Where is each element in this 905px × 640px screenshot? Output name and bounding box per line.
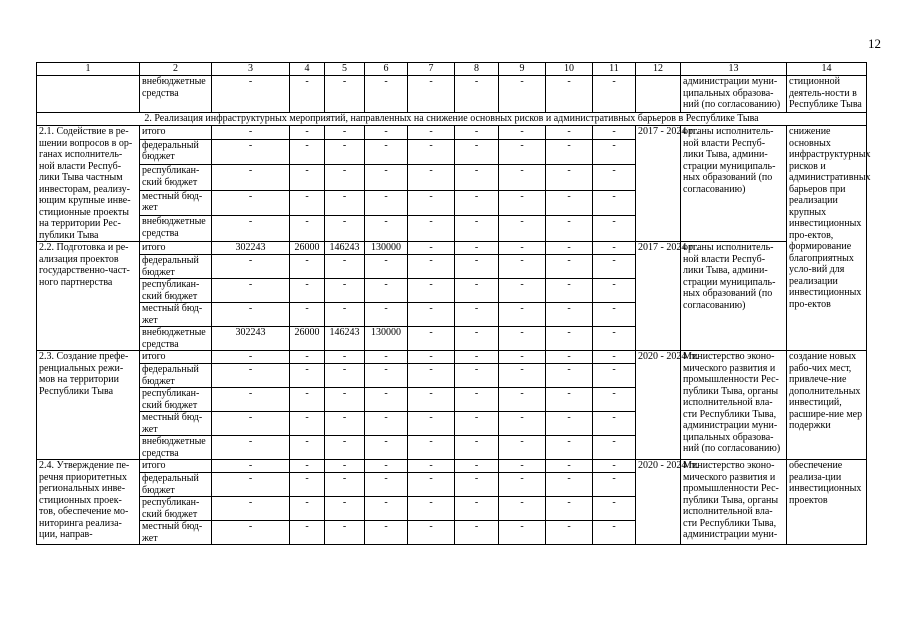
funding-value: -	[365, 460, 408, 473]
funding-value: -	[455, 412, 499, 436]
funding-value: -	[408, 436, 455, 460]
cont-title-cell	[37, 76, 140, 113]
funding-source: итого	[140, 242, 212, 255]
funding-value: -	[455, 497, 499, 521]
funding-value: -	[290, 521, 325, 545]
funding-value: -	[325, 279, 365, 303]
funding-value: -	[325, 351, 365, 364]
funding-value: -	[408, 139, 455, 165]
funding-value: -	[499, 126, 546, 140]
funding-value: -	[546, 460, 593, 473]
funding-value: -	[290, 139, 325, 165]
funding-value: -	[546, 473, 593, 497]
implementation-term: 2020 - 2024 гг.	[636, 351, 681, 460]
funding-source: местный бюд-жет	[140, 303, 212, 327]
funding-value: -	[455, 139, 499, 165]
funding-value: -	[408, 521, 455, 545]
funding-value: -	[499, 436, 546, 460]
funding-value: -	[290, 255, 325, 279]
funding-value: -	[593, 165, 636, 191]
funding-value: -	[593, 521, 636, 545]
implementation-term: 2017 - 2024 гг.	[636, 126, 681, 242]
funding-value: -	[408, 279, 455, 303]
funding-value: -	[408, 460, 455, 473]
funding-value: -	[546, 364, 593, 388]
funding-value: -	[290, 279, 325, 303]
funding-value: -	[290, 460, 325, 473]
funding-value: -	[290, 436, 325, 460]
funding-value: -	[212, 190, 290, 216]
funding-value: -	[499, 139, 546, 165]
col-num-4: 4	[290, 63, 325, 76]
col-num-9: 9	[499, 63, 546, 76]
measure-title: 2.2. Подготовка и ре-ализация проектов государственно-част-ного партнерства	[37, 242, 140, 351]
funding-value: -	[546, 279, 593, 303]
funding-value: -	[290, 364, 325, 388]
funding-value: -	[593, 139, 636, 165]
funding-value: -	[546, 303, 593, 327]
funding-value: -	[290, 388, 325, 412]
measure-row	[37, 242, 867, 255]
funding-value: -	[365, 436, 408, 460]
funding-value: -	[499, 460, 546, 473]
funding-value: -	[499, 279, 546, 303]
funding-value: -	[212, 165, 290, 191]
funding-source: республикан-ский бюджет	[140, 165, 212, 191]
expected-result: снижение основных инфраструктурных рисков и административных барьеров при реализации крупных инвестиционных про-ектов, формирование благоприятных усло-вий для реализации инвестиционных про-ектов	[787, 126, 867, 351]
funding-value: -	[212, 497, 290, 521]
cont-value: -	[546, 76, 593, 113]
col-num-10: 10	[546, 63, 593, 76]
funding-value: -	[499, 412, 546, 436]
funding-value: -	[325, 190, 365, 216]
funding-value: -	[408, 412, 455, 436]
measure-title: 2.1. Содействие в ре-шении вопросов в ор-ганах исполнитель-ной власти Респуб-лики Тыва частным инвесторам, реализу-ющим крупные инве-стиционные проекты на территории Рес-публики Тыва	[37, 126, 140, 242]
funding-source: местный бюд-жет	[140, 521, 212, 545]
funding-value: -	[365, 497, 408, 521]
funding-value: -	[499, 165, 546, 191]
funding-value: -	[365, 473, 408, 497]
funding-value: -	[212, 473, 290, 497]
funding-value: -	[325, 216, 365, 242]
funding-value: -	[593, 126, 636, 140]
funding-value: -	[455, 460, 499, 473]
funding-value: -	[455, 473, 499, 497]
funding-value: -	[499, 473, 546, 497]
funding-value: -	[593, 388, 636, 412]
measure-row	[37, 460, 867, 473]
funding-value: -	[593, 303, 636, 327]
funding-value: -	[290, 126, 325, 140]
funding-value: -	[499, 351, 546, 364]
cont-result: стиционной деятель-ности в Республике Тыва	[787, 76, 867, 113]
responsible-executor: органы исполнитель-ной власти Респуб-лики Тыва, админи-страции муниципаль-ных образований (по согласованию)	[681, 242, 787, 351]
col-num-7: 7	[408, 63, 455, 76]
funding-value: -	[325, 388, 365, 412]
funding-value: -	[290, 473, 325, 497]
responsible-executor: Министерство эконо-мического развития и промышленности Рес-публики Тыва, органы исполнительной вла-сти Республики Тыва, администрации муни-	[681, 460, 787, 545]
funding-value: -	[499, 216, 546, 242]
page-number: 12	[868, 36, 881, 51]
col-num-2: 2	[140, 63, 212, 76]
funding-value: -	[546, 436, 593, 460]
cont-executor: администрации муни-ципальных образова-ний (по согласованию)	[681, 76, 787, 113]
funding-value: -	[365, 139, 408, 165]
funding-value: -	[325, 364, 365, 388]
funding-value: -	[593, 473, 636, 497]
cont-value: -	[499, 76, 546, 113]
funding-value: -	[593, 255, 636, 279]
continuation-row	[37, 76, 867, 113]
expected-result: создание новых рабо-чих мест, привлече-ние дополнительных инвестиций, расшире-ние мер подержки	[787, 351, 867, 460]
funding-value: -	[408, 242, 455, 255]
funding-value: -	[499, 303, 546, 327]
funding-value: -	[290, 165, 325, 191]
funding-value: -	[546, 388, 593, 412]
funding-value: -	[593, 327, 636, 351]
funding-value: -	[365, 521, 408, 545]
funding-value: -	[325, 165, 365, 191]
funding-value: -	[546, 190, 593, 216]
measure-title: 2.4. Утверждение пе-речня приоритетных региональных инве-стиционных проек-тов, обеспечение мо-ниторинга реализа-ции, направ-	[37, 460, 140, 545]
funding-value: -	[546, 165, 593, 191]
funding-value: -	[408, 216, 455, 242]
col-num-11: 11	[593, 63, 636, 76]
measures-table	[36, 62, 871, 545]
funding-source: федеральный бюджет	[140, 255, 212, 279]
funding-value: -	[593, 497, 636, 521]
funding-value: -	[325, 126, 365, 140]
funding-value: -	[455, 216, 499, 242]
funding-value: -	[365, 388, 408, 412]
funding-value: -	[593, 364, 636, 388]
measure-title: 2.3. Создание префе-ренциальных режи-мов на территории Республики Тыва	[37, 351, 140, 460]
funding-value: -	[593, 216, 636, 242]
funding-value: 146243	[325, 327, 365, 351]
funding-value: -	[455, 351, 499, 364]
col-num-14: 14	[787, 63, 867, 76]
funding-value: -	[593, 351, 636, 364]
funding-value: -	[546, 351, 593, 364]
funding-source: федеральный бюджет	[140, 364, 212, 388]
funding-value: -	[325, 412, 365, 436]
funding-source: республикан-ский бюджет	[140, 497, 212, 521]
funding-value: -	[455, 364, 499, 388]
funding-value: -	[325, 303, 365, 327]
funding-source: местный бюд-жет	[140, 412, 212, 436]
section-title: 2. Реализация инфраструктурных мероприятий, направленных на снижение основных рисков и административных барьеров в Республике Тыва	[37, 113, 867, 126]
funding-value: -	[212, 436, 290, 460]
funding-value: -	[546, 255, 593, 279]
funding-value: -	[408, 388, 455, 412]
funding-value: -	[408, 255, 455, 279]
funding-value: -	[546, 412, 593, 436]
funding-value: -	[455, 388, 499, 412]
col-num-5: 5	[325, 63, 365, 76]
funding-value: -	[325, 255, 365, 279]
funding-value: -	[325, 436, 365, 460]
funding-value: -	[212, 255, 290, 279]
responsible-executor: органы исполнитель-ной власти Респуб-лики Тыва, админи-страции муниципаль-ных образований (по согласованию)	[681, 126, 787, 242]
funding-value: -	[408, 190, 455, 216]
funding-value: -	[499, 242, 546, 255]
funding-value: -	[408, 165, 455, 191]
funding-value: 130000	[365, 327, 408, 351]
funding-value: -	[546, 242, 593, 255]
funding-source: внебюджетные средства	[140, 327, 212, 351]
funding-value: -	[455, 255, 499, 279]
funding-value: -	[546, 139, 593, 165]
funding-value: -	[290, 303, 325, 327]
funding-value: -	[546, 327, 593, 351]
funding-source: внебюджетные средства	[140, 436, 212, 460]
funding-value: -	[499, 364, 546, 388]
funding-value: 302243	[212, 327, 290, 351]
funding-value: -	[408, 364, 455, 388]
funding-value: -	[455, 190, 499, 216]
funding-value: -	[325, 460, 365, 473]
funding-value: 302243	[212, 242, 290, 255]
funding-value: -	[455, 521, 499, 545]
cont-term-cell	[636, 76, 681, 113]
funding-value: -	[499, 497, 546, 521]
funding-value: -	[290, 216, 325, 242]
funding-value: -	[455, 126, 499, 140]
col-num-3: 3	[212, 63, 290, 76]
funding-source: федеральный бюджет	[140, 139, 212, 165]
funding-value: -	[546, 521, 593, 545]
funding-source: итого	[140, 460, 212, 473]
col-num-1: 1	[37, 63, 140, 76]
funding-value: -	[365, 190, 408, 216]
funding-value: -	[290, 351, 325, 364]
funding-value: 26000	[290, 327, 325, 351]
col-num-12: 12	[636, 63, 681, 76]
funding-value: -	[499, 521, 546, 545]
funding-value: -	[593, 190, 636, 216]
funding-source: республикан-ский бюджет	[140, 388, 212, 412]
funding-value: -	[455, 242, 499, 255]
cont-value: -	[593, 76, 636, 113]
funding-value: -	[365, 303, 408, 327]
funding-value: -	[499, 190, 546, 216]
funding-value: -	[593, 242, 636, 255]
funding-value: -	[408, 351, 455, 364]
cont-value: -	[290, 76, 325, 113]
funding-value: -	[593, 279, 636, 303]
funding-value: -	[455, 303, 499, 327]
funding-source: федеральный бюджет	[140, 473, 212, 497]
funding-value: -	[212, 460, 290, 473]
funding-value: -	[546, 126, 593, 140]
funding-value: -	[290, 190, 325, 216]
funding-value: -	[212, 126, 290, 140]
funding-value: -	[455, 165, 499, 191]
funding-value: -	[212, 139, 290, 165]
funding-value: -	[212, 351, 290, 364]
funding-value: -	[365, 351, 408, 364]
funding-value: -	[212, 279, 290, 303]
cont-value: -	[212, 76, 290, 113]
cont-value: -	[455, 76, 499, 113]
col-num-8: 8	[455, 63, 499, 76]
funding-value: -	[212, 216, 290, 242]
funding-value: -	[325, 473, 365, 497]
funding-value: -	[455, 436, 499, 460]
implementation-term: 2020 - 2024 гг.	[636, 460, 681, 545]
funding-value: -	[408, 126, 455, 140]
funding-value: 130000	[365, 242, 408, 255]
cont-source: внебюджетные средства	[140, 76, 212, 113]
funding-value: -	[499, 327, 546, 351]
funding-source: итого	[140, 351, 212, 364]
funding-value: -	[365, 126, 408, 140]
funding-value: -	[546, 216, 593, 242]
funding-value: -	[593, 412, 636, 436]
funding-value: -	[365, 364, 408, 388]
funding-value: -	[212, 303, 290, 327]
funding-value: -	[455, 327, 499, 351]
column-number-row	[37, 63, 867, 76]
implementation-term: 2017 - 2024 гг.	[636, 242, 681, 351]
funding-value: -	[290, 497, 325, 521]
cont-value: -	[365, 76, 408, 113]
col-num-13: 13	[681, 63, 787, 76]
funding-value: -	[455, 279, 499, 303]
funding-value: -	[325, 521, 365, 545]
funding-source: внебюджетные средства	[140, 216, 212, 242]
funding-value: -	[408, 473, 455, 497]
funding-value: -	[593, 436, 636, 460]
funding-value: -	[290, 412, 325, 436]
funding-value: -	[325, 139, 365, 165]
funding-value: -	[212, 364, 290, 388]
col-num-6: 6	[365, 63, 408, 76]
funding-source: республикан-ский бюджет	[140, 279, 212, 303]
funding-value: -	[212, 412, 290, 436]
funding-value: -	[499, 388, 546, 412]
funding-value: -	[546, 497, 593, 521]
funding-value: -	[365, 216, 408, 242]
cont-value: -	[325, 76, 365, 113]
measure-row	[37, 351, 867, 364]
funding-value: -	[408, 327, 455, 351]
funding-value: -	[593, 460, 636, 473]
funding-value: -	[499, 255, 546, 279]
funding-value: -	[365, 255, 408, 279]
funding-value: -	[325, 497, 365, 521]
funding-value: -	[365, 279, 408, 303]
funding-value: 26000	[290, 242, 325, 255]
cont-value: -	[408, 76, 455, 113]
responsible-executor: Министерство эконо-мического развития и промышленности Рес-публики Тыва, органы исполнительной вла-сти Республики Тыва, администрации муни-ципальных образова-ний (по согласованию)	[681, 351, 787, 460]
expected-result: обеспечение реализа-ции инвестиционных проектов	[787, 460, 867, 545]
funding-value: -	[365, 165, 408, 191]
funding-source: итого	[140, 126, 212, 140]
funding-value: -	[408, 303, 455, 327]
funding-value: -	[408, 497, 455, 521]
measure-row	[37, 126, 867, 140]
funding-value: -	[212, 388, 290, 412]
funding-value: -	[212, 521, 290, 545]
funding-value: 146243	[325, 242, 365, 255]
funding-source: местный бюд-жет	[140, 190, 212, 216]
funding-value: -	[365, 412, 408, 436]
section-row	[37, 113, 867, 126]
